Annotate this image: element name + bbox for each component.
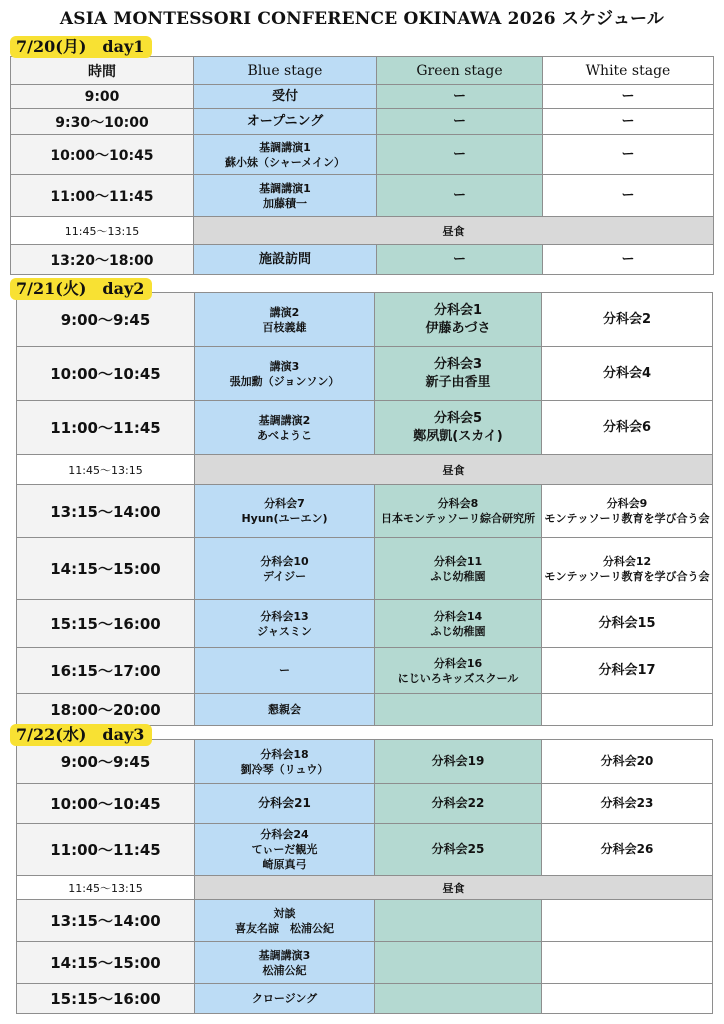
cell-line: 分科会5 — [433, 410, 483, 426]
white-stage-cell — [542, 600, 713, 648]
cell-line: オープニング — [246, 114, 324, 129]
white-stage-cell — [542, 401, 713, 455]
lunch-cell: 昼食 — [194, 217, 714, 245]
cell-line: 分科会7 — [264, 497, 305, 510]
white-stage-cell — [542, 942, 713, 984]
cell-line: 分科会24 — [260, 828, 309, 841]
green-stage-cell — [375, 600, 542, 648]
cell-line: 分科会14 — [433, 609, 483, 623]
schedule-row — [17, 942, 713, 984]
blue-stage-cell — [195, 984, 375, 1014]
green-stage-cell — [377, 135, 543, 175]
cell-line: 劉冷琴（リュウ） — [240, 762, 329, 776]
cell-line: 加藤積一 — [263, 196, 307, 210]
white-stage-cell — [543, 109, 714, 135]
cell-line: 分科会25 — [431, 842, 485, 856]
blue-stage-cell — [195, 694, 375, 726]
white-stage-cell — [542, 784, 713, 824]
blue-stage-cell — [195, 648, 375, 694]
cell-line: ー — [452, 188, 466, 203]
green-stage-cell — [375, 942, 542, 984]
cell-line: ふじ幼稚園 — [430, 569, 486, 583]
time-cell: 10:00〜10:45 — [17, 784, 195, 824]
cell-line: 分科会13 — [260, 609, 309, 623]
schedule-row — [17, 648, 713, 694]
cell-line: 施設訪問 — [258, 252, 311, 267]
white-stage-cell — [543, 135, 714, 175]
time-cell: 11:45〜13:15 — [11, 217, 194, 245]
schedule-row — [17, 984, 713, 1014]
cell-line: 張加勳（ジョンソン） — [229, 374, 340, 388]
cell-line: ー — [452, 147, 466, 162]
cell-line: 伊藤あづさ — [425, 320, 491, 336]
time-cell: 16:15〜17:00 — [17, 648, 195, 694]
time-cell: 13:20〜18:00 — [11, 245, 194, 275]
white-stage-cell — [542, 694, 713, 726]
schedule-row — [11, 135, 714, 175]
time-cell: 9:30〜10:00 — [11, 109, 194, 135]
blue-stage-cell — [195, 293, 375, 347]
blue-stage-cell — [195, 401, 375, 455]
cell-line: 分科会11 — [433, 554, 483, 568]
cell-line: 分科会17 — [598, 663, 656, 678]
cell-line: 基調講演1 — [259, 181, 311, 195]
time-cell: 10:00〜10:45 — [17, 347, 195, 401]
time-cell: 14:15〜15:00 — [17, 538, 195, 600]
white-stage-cell — [543, 245, 714, 275]
cell-line: 分科会6 — [602, 420, 652, 435]
document-title: ASIA MONTESSORI CONFERENCE OKINAWA 2026 スケジュール — [59, 9, 665, 29]
day-label: 7/21(火) day2 — [10, 278, 152, 300]
blue-stage-cell — [194, 245, 377, 275]
green-stage-cell — [375, 984, 542, 1014]
cell-line: ー — [621, 89, 635, 104]
time-cell: 13:15〜14:00 — [17, 900, 195, 942]
green-stage-cell — [375, 538, 542, 600]
cell-line: 分科会2 — [602, 312, 652, 327]
header-row — [11, 57, 714, 85]
schedule-row — [17, 694, 713, 726]
cell-line: 崎原真弓 — [262, 858, 307, 871]
green-stage-cell — [377, 175, 543, 217]
cell-line: 対談 — [273, 906, 296, 920]
green-stage-cell — [375, 694, 542, 726]
schedule-row — [17, 600, 713, 648]
white-stage-cell — [543, 85, 714, 109]
white-stage-cell — [543, 175, 714, 217]
cell-line: 分科会22 — [431, 796, 485, 810]
time-cell: 9:00〜9:45 — [17, 740, 195, 784]
cell-line: 講演3 — [269, 359, 300, 373]
schedule-row — [17, 740, 713, 784]
lunch-cell: 昼食 — [195, 455, 713, 485]
cell-line: 鄭夙凱(スカイ) — [413, 428, 503, 444]
blue-stage-cell — [195, 784, 375, 824]
header-green-stage: Green stage — [377, 57, 543, 85]
cell-line: ー — [452, 114, 466, 129]
cell-line: ジャスミン — [257, 624, 312, 638]
cell-line: あべようこ — [257, 428, 312, 442]
cell-line: 基調講演3 — [258, 948, 311, 962]
white-stage-cell — [542, 347, 713, 401]
cell-line: 分科会26 — [600, 842, 654, 856]
cell-line: 基調講演1 — [259, 140, 311, 154]
cell-line: 分科会10 — [260, 554, 309, 568]
cell-line: 分科会15 — [598, 616, 656, 631]
blue-stage-cell — [194, 85, 377, 109]
schedule-table-day3 — [16, 739, 713, 1014]
time-cell: 9:00〜9:45 — [17, 293, 195, 347]
lunch-row — [17, 455, 713, 485]
schedule-row — [11, 245, 714, 275]
white-stage-cell — [542, 538, 713, 600]
blue-stage-cell — [194, 175, 377, 217]
cell-line: デイジー — [262, 569, 307, 583]
cell-line: ー — [621, 114, 635, 129]
cell-line: にじいろキッズスクール — [397, 671, 519, 685]
cell-line: モンテッソーリ教育を学び合う会 — [544, 512, 710, 525]
cell-line: 新子由香里 — [425, 374, 491, 390]
schedule-row — [17, 293, 713, 347]
schedule-row — [11, 85, 714, 109]
day-label: 7/20(月) day1 — [10, 36, 152, 58]
lunch-row — [17, 876, 713, 900]
blue-stage-cell — [195, 824, 375, 876]
schedule-row — [17, 485, 713, 538]
cell-line: ふじ幼稚園 — [430, 624, 486, 638]
green-stage-cell — [375, 648, 542, 694]
cell-line: ー — [621, 252, 635, 267]
cell-line: 喜友名諒 松浦公紀 — [235, 921, 334, 935]
green-stage-cell — [375, 740, 542, 784]
green-stage-cell — [375, 485, 542, 538]
green-stage-cell — [375, 784, 542, 824]
time-cell: 11:45〜13:15 — [17, 455, 195, 485]
schedule-row — [17, 347, 713, 401]
cell-line: 分科会3 — [433, 356, 483, 372]
green-stage-cell — [375, 347, 542, 401]
blue-stage-cell — [195, 485, 375, 538]
cell-line: 分科会20 — [600, 754, 654, 768]
cell-line: 基調講演2 — [258, 413, 311, 427]
time-cell: 11:00〜11:45 — [11, 175, 194, 217]
white-stage-cell — [542, 293, 713, 347]
blue-stage-cell — [194, 109, 377, 135]
blue-stage-cell — [195, 942, 375, 984]
lunch-row — [11, 217, 714, 245]
time-cell: 11:45〜13:15 — [17, 876, 195, 900]
cell-line: 分科会4 — [602, 366, 652, 381]
schedule-row — [17, 900, 713, 942]
day-label: 7/22(水) day3 — [10, 724, 152, 746]
time-cell: 18:00〜20:00 — [17, 694, 195, 726]
schedule-row — [11, 175, 714, 217]
cell-line: 分科会21 — [258, 796, 311, 810]
time-cell: 10:00〜10:45 — [11, 135, 194, 175]
green-stage-cell — [375, 293, 542, 347]
white-stage-cell — [542, 740, 713, 784]
time-cell: 11:00〜11:45 — [17, 824, 195, 876]
blue-stage-cell — [194, 135, 377, 175]
blue-stage-cell — [195, 347, 375, 401]
blue-stage-cell — [195, 900, 375, 942]
cell-line: クロージング — [251, 992, 318, 1005]
schedule-table-day2 — [16, 292, 713, 726]
white-stage-cell — [542, 485, 713, 538]
cell-line: 分科会18 — [260, 747, 309, 761]
cell-line: モンテッソーリ教育を学び合う会 — [544, 569, 710, 583]
lunch-cell: 昼食 — [195, 876, 713, 900]
schedule-row — [17, 784, 713, 824]
cell-line: 蘇小妹（シャーメイン） — [224, 155, 345, 169]
schedule-row — [17, 401, 713, 455]
white-stage-cell — [542, 824, 713, 876]
cell-line: ー — [621, 147, 635, 162]
time-cell: 15:15〜16:00 — [17, 984, 195, 1014]
time-cell: 13:15〜14:00 — [17, 485, 195, 538]
cell-line: 分科会1 — [433, 302, 483, 318]
white-stage-cell — [542, 648, 713, 694]
time-cell: 11:00〜11:45 — [17, 401, 195, 455]
header-white-stage: White stage — [543, 57, 714, 85]
header-time: 時間 — [11, 57, 194, 85]
cell-line: 分科会9 — [606, 497, 648, 510]
cell-line: ー — [621, 188, 635, 203]
cell-line: てぃーだ観光 — [251, 843, 318, 856]
time-cell: 9:00 — [11, 85, 194, 109]
green-stage-cell — [375, 900, 542, 942]
schedule-row — [17, 538, 713, 600]
cell-line: 分科会23 — [600, 796, 654, 810]
green-stage-cell — [375, 824, 542, 876]
blue-stage-cell — [195, 740, 375, 784]
cell-line: 分科会16 — [433, 656, 483, 670]
cell-line: 懇親会 — [268, 703, 301, 716]
time-cell: 14:15〜15:00 — [17, 942, 195, 984]
header-blue-stage: Blue stage — [194, 57, 377, 85]
cell-line: Hyun(ユーエン) — [241, 512, 328, 525]
cell-line: 日本モンテッソーリ綜合研究所 — [381, 512, 535, 525]
cell-line: 分科会12 — [602, 554, 652, 568]
cell-line: 分科会19 — [431, 754, 485, 768]
time-cell: 15:15〜16:00 — [17, 600, 195, 648]
blue-stage-cell — [195, 538, 375, 600]
schedule-row — [17, 824, 713, 876]
cell-line: 講演2 — [269, 305, 300, 319]
green-stage-cell — [377, 109, 543, 135]
cell-line: ー — [279, 664, 290, 677]
cell-line: ー — [452, 89, 466, 104]
cell-line: 受付 — [271, 89, 298, 104]
cell-line: 松浦公紀 — [262, 963, 307, 977]
white-stage-cell — [542, 900, 713, 942]
white-stage-cell — [542, 984, 713, 1014]
schedule-row — [11, 109, 714, 135]
cell-line: 分科会8 — [437, 497, 479, 510]
blue-stage-cell — [195, 600, 375, 648]
schedule-table-day1 — [10, 56, 714, 275]
green-stage-cell — [375, 401, 542, 455]
green-stage-cell — [377, 245, 543, 275]
cell-line: 百枝義雄 — [262, 320, 307, 334]
green-stage-cell — [377, 85, 543, 109]
cell-line: ー — [452, 252, 466, 267]
